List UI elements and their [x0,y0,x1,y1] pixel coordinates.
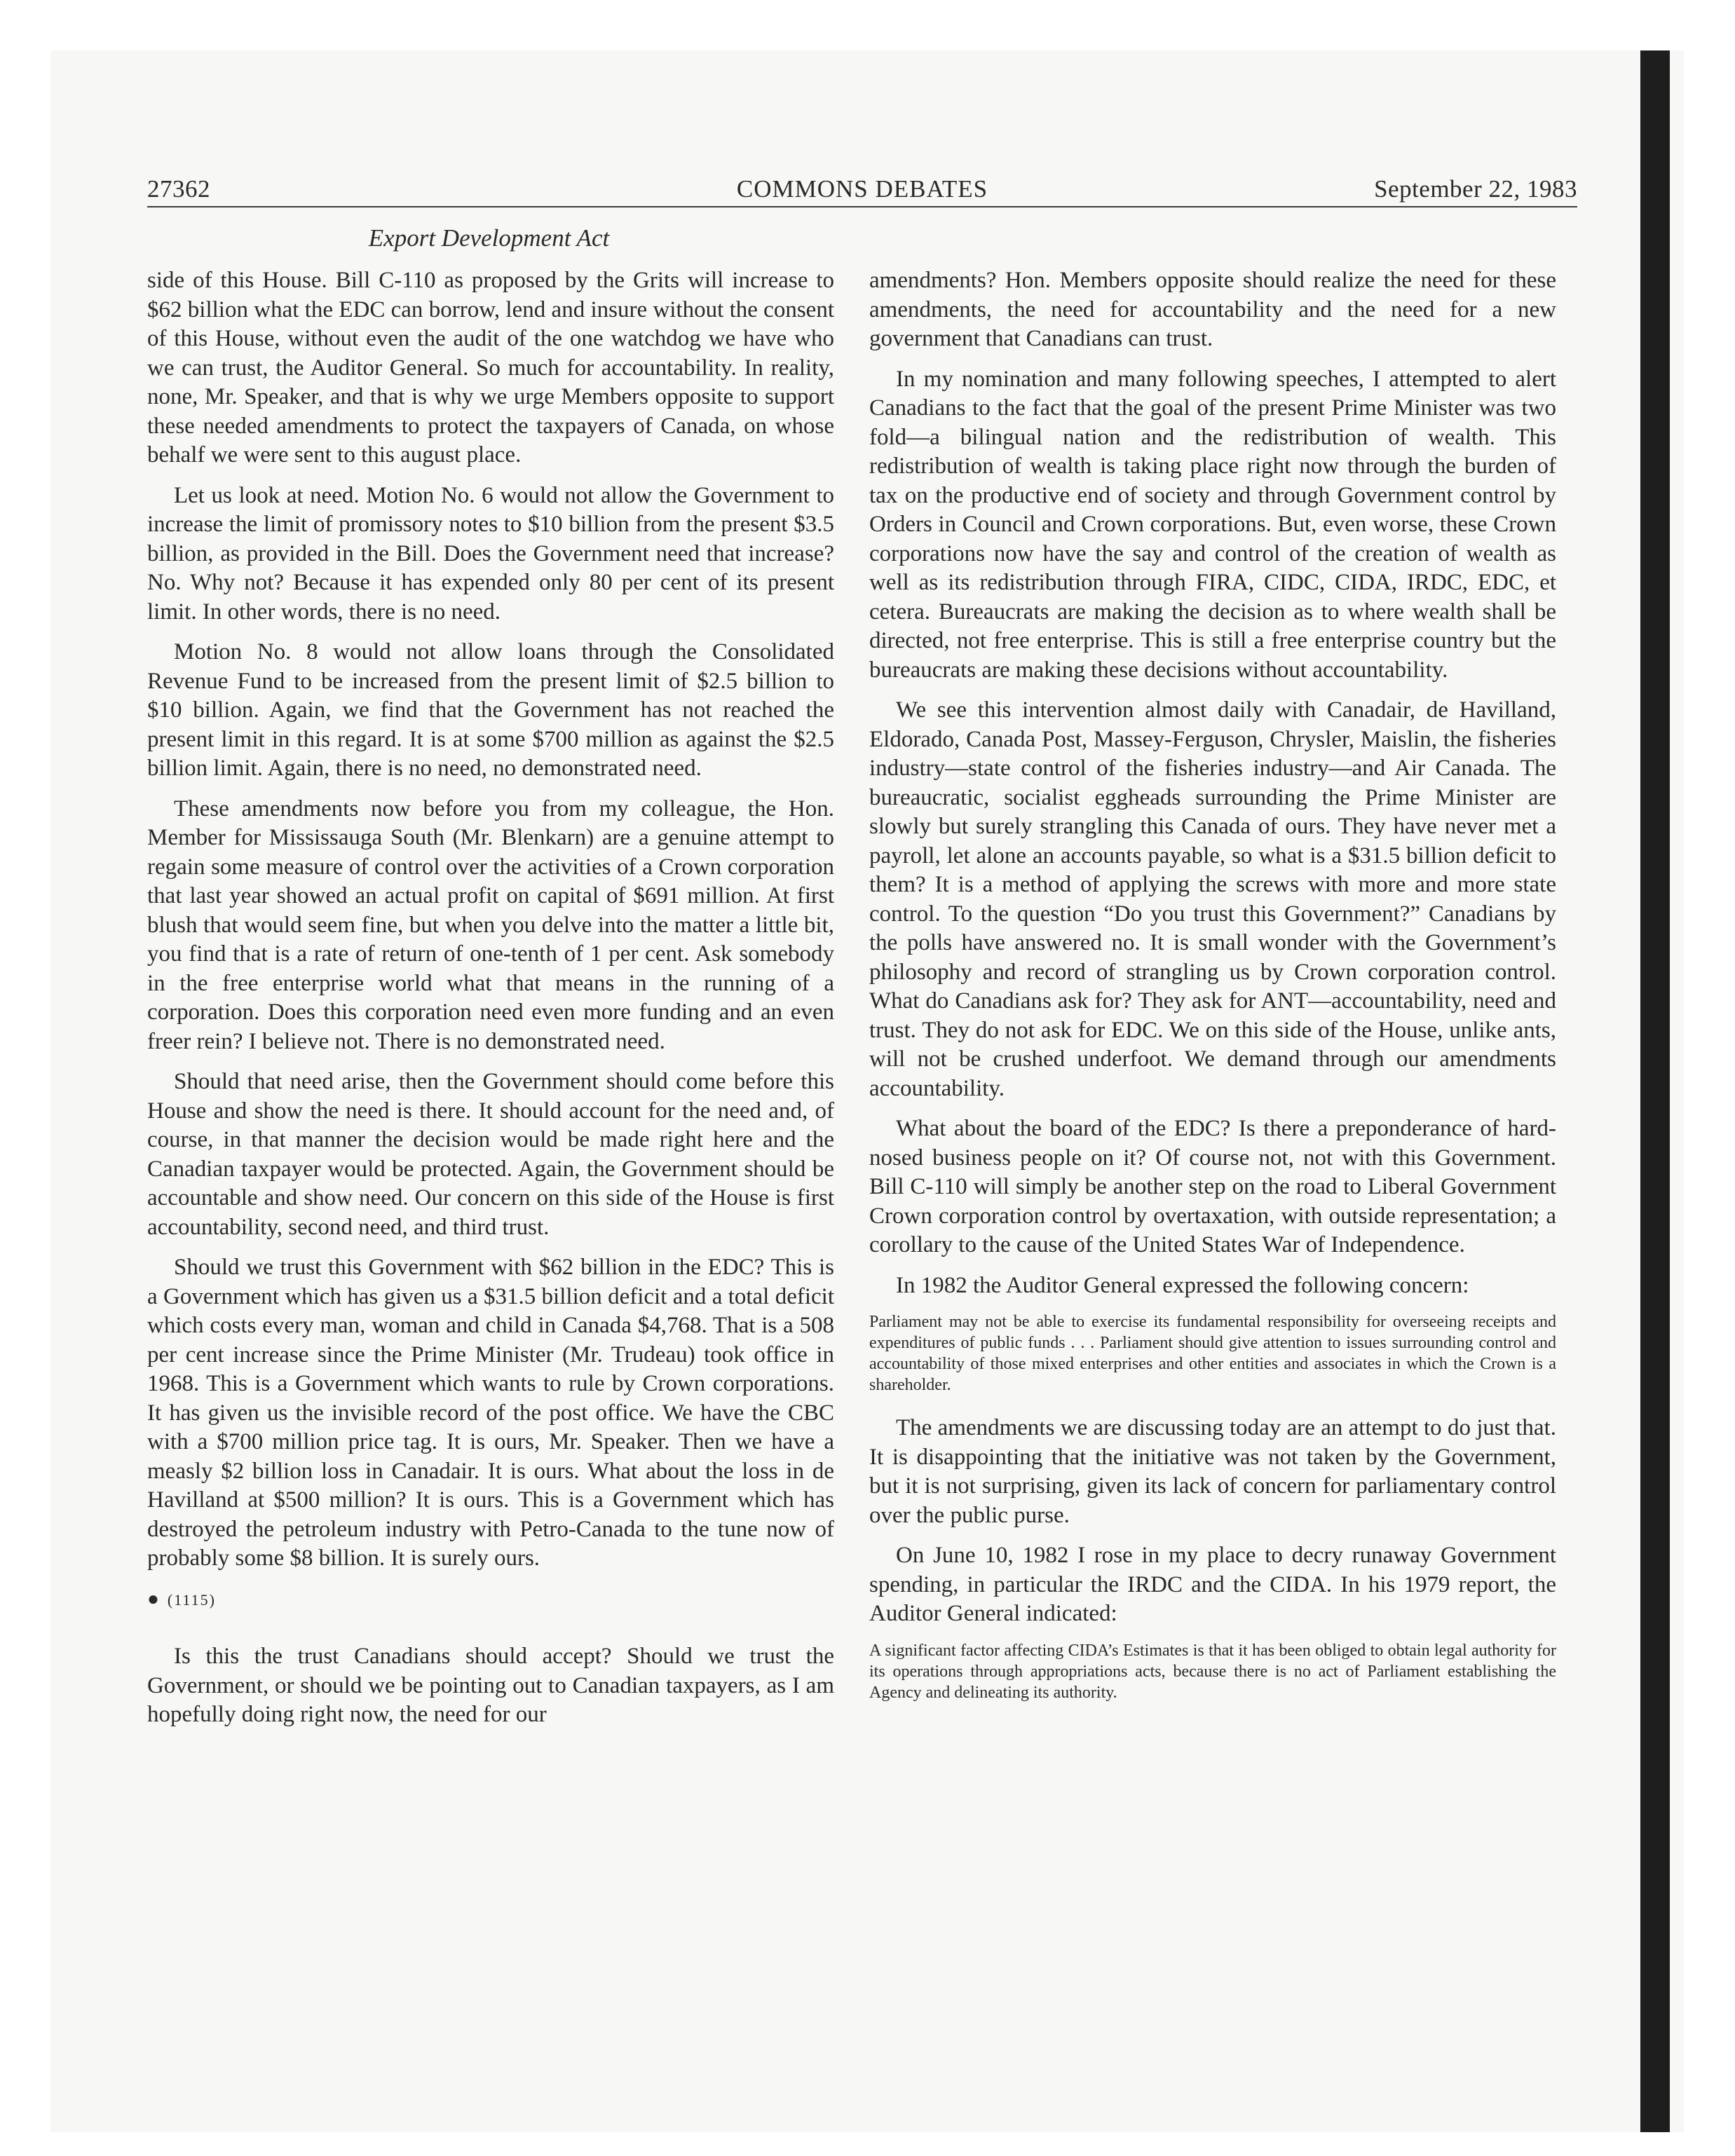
paragraph: Is this the trust Canadians should accept? Should we trust the Government, or should we be pointing out to Canadian taxpayers, as I am hopefully doing right now, the need for our [147,1644,834,1727]
paragraph: Motion No. 8 would not allow loans through the Consolidated Revenue Fund to be increased from the present limit of $2.5 billion to $10 billion. Again, we find that the Government has not reached the present limit in this regard. It is at some $700 million as against the $2.5 billion limit. Again, there is no need, no demonstrated need. [147,639,834,781]
paragraph: In my nomination and many following speeches, I attempted to alert Canadians to the fact that the goal of the present Prime Minister was two fold—a bilingual nation and the redistribution of wealth. This redistribution of wealth is taking place right now through the burden of tax on the productive end of society and through Government control by Orders in Council and Crown corporations. But, even worse, these Crown corporations now have the say and control of the creation of wealth as well as its redistribution through FIRA, CIDC, CIDA, IRDC, EDC, et cetera. Bureaucrats are making the decision as to where wealth shall be directed, not free enterprise. This is still a free enterprise country but the bureaucrats are making these decisions without accountability. [869,366,1556,683]
right-column [869,266,1556,1721]
scan-edge-bar [1640,50,1670,2132]
running-header [147,175,1577,209]
paragraph: We see this intervention almost daily with Canadair, de Havilland, Eldorado, Canada Post, Massey-Ferguson, Chrysler, Maislin, the fisheries industry—state control of the fisheries industry—and Air Canada. The bureaucratic, socialist eggheads surrounding the Prime Minister are slowly but surely strangling this Canada of ours. They have never met a payroll, let alone an accounts payable, so what is a $31.5 billion deficit to them? It is a method of applying the screws with more and more state control. To the question “Do you trust this Government?” Canadians by the polls have answered no. It is small wonder with the Government’s philosophy and record of strangling us by Crown corporation control. What do Canadians ask for? They ask for ANT—accountability, need and trust. They do not ask for EDC. We on this side of the House, unlike ants, will not be crushed underfoot. We demand through our amendments accountability. [869,697,1556,1101]
paragraph: Let us look at need. Motion No. 6 would not allow the Government to increase the limit of promissory notes to $10 billion from the present $3.5 billion, as provided in the Bill. Does the Government need that increase? No. Why not? Because it has expended only 80 per cent of its present limit. In other words, there is no need. [147,482,834,625]
section-title: Export Development Act [368,224,610,252]
page-number: 27362 [147,175,210,203]
bullet-dot-icon: ● [147,1588,161,1610]
header-rule [147,206,1577,207]
paragraph: Should we trust this Government with $62 billion in the EDC? This is a Government which has given us a $31.5 billion deficit and a total deficit which costs every man, woman and child in Canada $4,768. That is a 508 per cent increase since the Prime Minister (Mr. Trudeau) took office in 1968. This is a Government which wants to rule by Crown corporations. It has given us the invisible record of the post office. We have the CBC with a $700 million price tag. It is ours, Mr. Speaker. Then we have a measly $2 billion loss in Canadair. It is ours. What about the loss in de Havilland at $500 million? It is ours. This is a Government which has destroyed the petroleum industry with Petro-Canada to the tune now of probably some $8 billion. It is surely ours. [147,1255,834,1571]
paragraph: amendments? Hon. Members opposite should realize the need for these amendments, the need for accountability and the need for a new government that Canadians can trust. [869,268,1556,351]
left-column [147,266,834,1741]
time-marker [147,1585,834,1615]
paragraph: The amendments we are discussing today are an attempt to do just that. It is disappointing that the initiative was not taken by the Government, but it is not surprising, given its lack of concern for parliamentary control over the public purse. [869,1415,1556,1528]
block-quote: A significant factor affecting CIDA’s Estimates is that it has been obliged to obtain legal authority for its operations through appropriations acts, because there is no act of Parliament establishing the Agency and delineating its authority. [869,1641,1556,1702]
paragraph: On June 10, 1982 I rose in my place to decry runaway Government spending, in particular the IRDC and the CIDA. In his 1979 report, the Auditor General indicated: [869,1543,1556,1626]
paragraph: These amendments now before you from my colleague, the Hon. Member for Mississauga South (Mr. Blenkarn) are a genuine attempt to regain some measure of control over the activities of a Crown corporation that last year showed an actual profit on capital of $691 million. At first blush that would seem fine, but when you delve into the matter a little bit, you find that is a rate of return of one-tenth of 1 per cent. Ask somebody in the free enterprise world what that means in the running of a corporation. Does this corporation need even more funding and an even freer rein? I believe not. There is no demonstrated need. [147,796,834,1054]
time-marker-label: (1115) [167,1590,216,1609]
paragraph: What about the board of the EDC? Is there a preponderance of hard-nosed business people on it? Of course not, not with this Government. Bill C-110 will simply be another step on the road to Liberal Government Crown corporation control by overtaxation, with outside representation; a corollary to the cause of the United States War of Independence. [869,1116,1556,1257]
paragraph: In 1982 the Auditor General expressed the following concern: [896,1272,1469,1298]
block-quote: Parliament may not be able to exercise its fundamental responsibility for overseeing receipts and expenditures of public funds . . . Parliament should give attention to issues surrounding control and accountability of those mixed enterprises and other entities and associates in which the Crown is a shareholder. [869,1313,1556,1394]
paragraph: side of this House. Bill C-110 as proposed by the Grits will increase to $62 billion what the EDC can borrow, lend and insure without the consent of this House, without even the audit of the one watchdog we have who we can trust, the Auditor General. So much for accountability. In reality, none, Mr. Speaker, and that is why we urge Members opposite to support these needed amendments to protect the taxpayers of Canada, on whose behalf we were sent to this august place. [147,268,834,468]
publication-date: September 22, 1983 [1374,175,1577,203]
paragraph: Should that need arise, then the Government should come before this House and show the need is there. It should account for the need and, of course, in that manner the decision would be made right here and the Canadian taxpayer would be protected. Again, the Government should be accountable and show need. Our concern on this side of the House is first accountability, second need, and third trust. [147,1069,834,1240]
publication-title: COMMONS DEBATES [736,175,988,203]
